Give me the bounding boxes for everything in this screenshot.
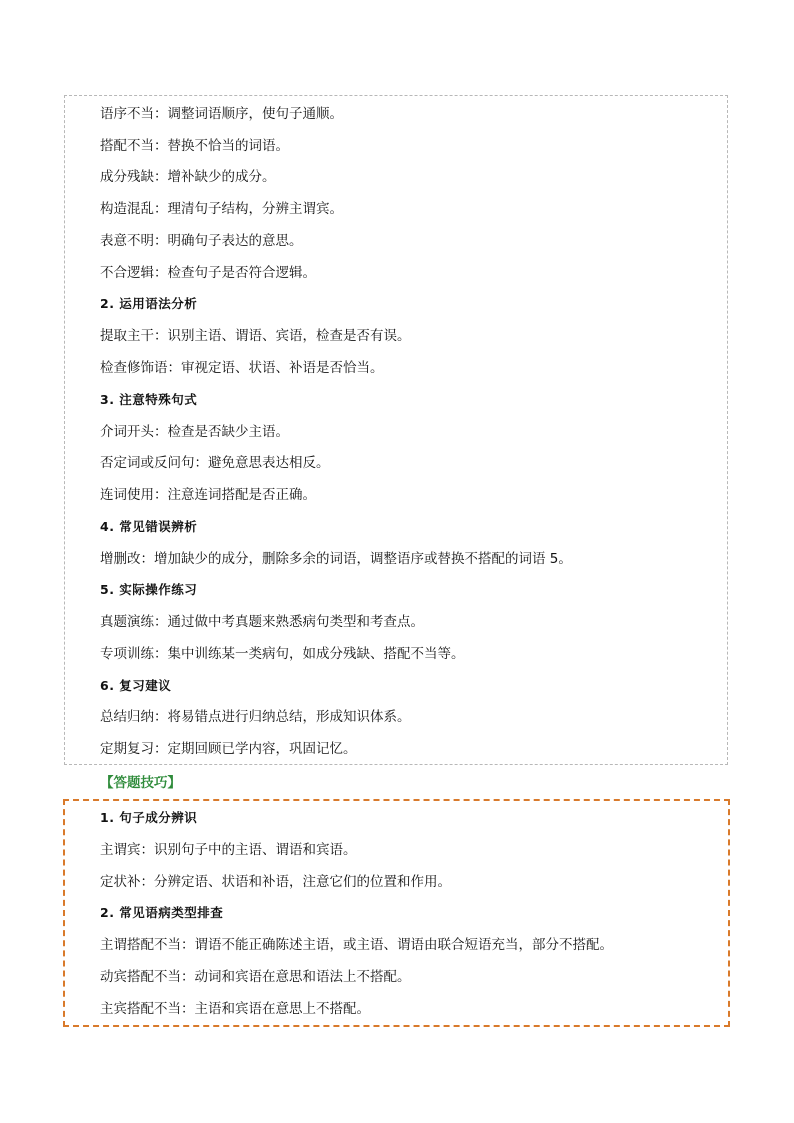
notes-box (64, 95, 728, 765)
section-heading: 5. 实际操作练习 (100, 582, 198, 597)
text-line: 表意不明：明确句子表达的意思。 (100, 233, 303, 249)
text-line: 定状补：分辨定语、状语和补语，注意它们的位置和作用。 (100, 874, 451, 890)
section-heading: 2. 常见语病类型排查 (100, 905, 224, 920)
text-line: 介词开头：检查是否缺少主语。 (100, 424, 289, 440)
text-line: 增删改：增加缺少的成分，删除多余的词语，调整语序或替换不搭配的词语 5。 (100, 551, 572, 567)
section-heading: 4. 常见错误辨析 (100, 519, 198, 534)
text-line: 构造混乱：理清句子结构，分辨主谓宾。 (100, 201, 343, 217)
text-line: 不合逻辑：检查句子是否符合逻辑。 (100, 265, 316, 281)
text-line: 检查修饰语：审视定语、状语、补语是否恰当。 (100, 360, 384, 376)
text-line: 主谓搭配不当：谓语不能正确陈述主语，或主语、谓语由联合短语充当，部分不搭配。 (100, 937, 613, 953)
section-heading: 3. 注意特殊句式 (100, 392, 198, 407)
text-line: 连词使用：注意连词搭配是否正确。 (100, 487, 316, 503)
text-line: 搭配不当：替换不恰当的词语。 (100, 138, 289, 154)
section-heading: 1. 句子成分辨识 (100, 810, 198, 825)
text-line: 真题演练：通过做中考真题来熟悉病句类型和考查点。 (100, 614, 424, 630)
answer-tips-label: 【答题技巧】 (100, 775, 181, 791)
text-line: 主宾搭配不当：主语和宾语在意思上不搭配。 (100, 1001, 370, 1017)
text-line: 否定词或反问句：避免意思表达相反。 (100, 455, 330, 471)
text-line: 成分残缺：增补缺少的成分。 (100, 169, 276, 185)
text-line: 总结归纳：将易错点进行归纳总结，形成知识体系。 (100, 709, 411, 725)
text-line: 主谓宾：识别句子中的主语、谓语和宾语。 (100, 842, 357, 858)
answer-tips-box (63, 799, 730, 1027)
section-heading: 2. 运用语法分析 (100, 296, 198, 311)
section-heading: 6. 复习建议 (100, 678, 172, 693)
text-line: 动宾搭配不当：动词和宾语在意思和语法上不搭配。 (100, 969, 411, 985)
text-line: 提取主干：识别主语、谓语、宾语，检查是否有误。 (100, 328, 411, 344)
text-line: 专项训练：集中训练某一类病句，如成分残缺、搭配不当等。 (100, 646, 465, 662)
text-line: 语序不当：调整词语顺序，使句子通顺。 (100, 106, 343, 122)
text-line: 定期复习：定期回顾已学内容，巩固记忆。 (100, 741, 357, 757)
